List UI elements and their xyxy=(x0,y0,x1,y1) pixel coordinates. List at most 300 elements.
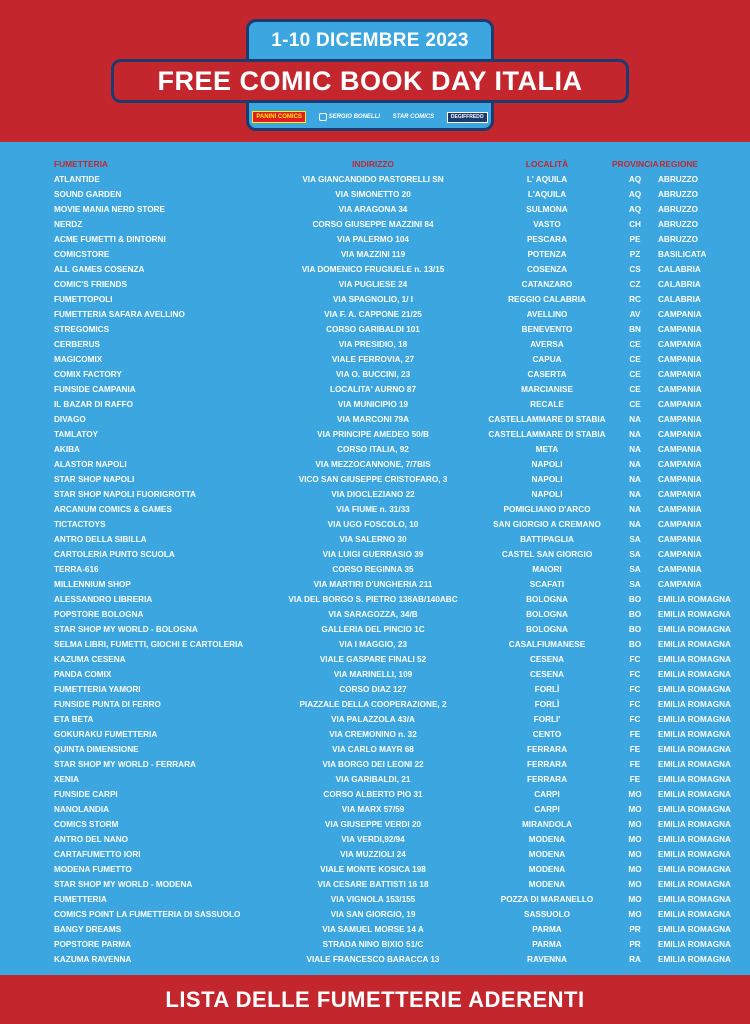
store-city: MARCIANISE xyxy=(521,385,573,394)
store-name: TAMLATOY xyxy=(54,430,99,439)
store-address: VIA F. A. CAPPONE 21/25 xyxy=(324,310,422,319)
store-address: VIALE FERROVIA, 27 xyxy=(331,355,415,364)
store-province: MO xyxy=(628,835,642,844)
degiffredo-logo: DEGIFFREDO xyxy=(447,112,488,123)
store-province: NA xyxy=(629,430,641,439)
store-region: CAMPANIA xyxy=(658,520,702,529)
store-address: VIA CESARE BATTISTI 16 18 xyxy=(317,880,429,889)
bonelli-mark-icon xyxy=(319,113,327,121)
store-name: CERBERUS xyxy=(54,340,100,349)
store-city: CASTELLAMMARE DI STABIA xyxy=(488,415,606,424)
store-address: VIA MARINELLI, 109 xyxy=(333,670,413,679)
store-name: STAR SHOP NAPOLI FUORIGROTTA xyxy=(54,490,196,499)
store-region: CAMPANIA xyxy=(658,475,702,484)
store-address: VIA BORGO DEI LEONI 22 xyxy=(322,760,424,769)
store-city: PESCARA xyxy=(526,235,568,244)
store-city: BOLOGNA xyxy=(526,610,568,619)
store-province: FE xyxy=(629,775,641,784)
table-row xyxy=(54,712,698,727)
store-city: MIRANDOLA xyxy=(521,820,573,829)
store-name: FUMETTERIA xyxy=(54,895,107,904)
store-region: CALABRIA xyxy=(658,280,701,289)
store-region: CAMPANIA xyxy=(658,535,702,544)
store-address: VIA SALERNO 30 xyxy=(339,535,407,544)
store-province: RC xyxy=(629,295,641,304)
store-province: BO xyxy=(628,610,642,619)
event-dates: 1-10 DICEMBRE 2023 xyxy=(271,30,469,51)
store-address: VIA SARAGOZZA, 34/B xyxy=(328,610,418,619)
store-address: LOCALITA' AURNO 87 xyxy=(329,385,417,394)
store-province: NA xyxy=(629,460,641,469)
store-city: MAIORI xyxy=(532,565,562,574)
store-city: L'AQUILA xyxy=(527,190,567,199)
store-name: QUINTA DIMENSIONE xyxy=(54,745,139,754)
store-province: BO xyxy=(628,640,642,649)
store-region: EMILIA ROMAGNA xyxy=(658,730,731,739)
store-city: BOLOGNA xyxy=(526,595,568,604)
store-province: MO xyxy=(628,790,642,799)
store-region: EMILIA ROMAGNA xyxy=(658,850,731,859)
store-region: EMILIA ROMAGNA xyxy=(658,775,731,784)
store-region: EMILIA ROMAGNA xyxy=(658,685,731,694)
store-address: VIA ARAGONA 34 xyxy=(338,205,408,214)
store-province: MO xyxy=(628,820,642,829)
store-name: STAR SHOP NAPOLI xyxy=(54,475,135,484)
store-region: EMILIA ROMAGNA xyxy=(658,670,731,679)
store-city: RECALE xyxy=(530,400,564,409)
table-row xyxy=(54,292,698,307)
store-region: ABRUZZO xyxy=(658,235,699,244)
store-address: VIA SIMONETTO 20 xyxy=(335,190,411,199)
header-localita: LOCALITÀ xyxy=(525,159,569,169)
panini-comics-logo: PANINI COMICS xyxy=(252,111,306,123)
store-address: CORSO ALBERTO PIO 31 xyxy=(323,790,423,799)
sergio-bonelli-logo: SERGIO BONELLI xyxy=(319,113,380,121)
table-row xyxy=(54,607,698,622)
store-province: SA xyxy=(629,550,641,559)
store-name: MILLENNIUM SHOP xyxy=(54,580,131,589)
store-province: SA xyxy=(629,535,641,544)
store-province: AQ xyxy=(628,175,642,184)
store-name: STAR SHOP MY WORLD - MODENA xyxy=(54,880,193,889)
table-row xyxy=(54,427,698,442)
store-city: NAPOLI xyxy=(531,475,563,484)
store-region: CAMPANIA xyxy=(658,370,702,379)
table-row xyxy=(54,622,698,637)
store-name: IL BAZAR DI RAFFO xyxy=(54,400,133,409)
store-region: CAMPANIA xyxy=(658,325,702,334)
header-fumetteria: FUMETTERIA xyxy=(54,159,108,169)
store-name: GOKURAKU FUMETTERIA xyxy=(54,730,158,739)
store-address: VIALE MONTE KOSICA 198 xyxy=(320,865,426,874)
store-region: CAMPANIA xyxy=(658,415,702,424)
store-city: CENTO xyxy=(532,730,562,739)
store-province: CH xyxy=(629,220,641,229)
store-region: BASILICATA xyxy=(658,250,707,259)
table-row xyxy=(54,787,698,802)
store-province: PZ xyxy=(629,250,641,259)
store-name: COMIC'S FRIENDS xyxy=(54,280,127,289)
store-name: ANTRO DEL NANO xyxy=(54,835,128,844)
store-address: VIA LUIGI GUERRASIO 39 xyxy=(322,550,424,559)
store-region: EMILIA ROMAGNA xyxy=(658,745,731,754)
store-province: CE xyxy=(629,385,641,394)
stores-table-body xyxy=(54,172,731,967)
store-name: NERDZ xyxy=(54,220,83,229)
store-city: AVERSA xyxy=(530,340,564,349)
store-address: STRADA NINO BIXIO 51/C xyxy=(322,940,424,949)
store-province: NA xyxy=(629,445,641,454)
table-row xyxy=(54,187,698,202)
store-address: GALLERIA DEL PINCIO 1C xyxy=(321,625,425,634)
store-address: VIA GIUSEPPE VERDI 20 xyxy=(324,820,422,829)
table-row xyxy=(54,412,698,427)
store-address: VIA GIANCANDIDO PASTORELLI SN xyxy=(302,175,444,184)
store-name: BANGY DREAMS xyxy=(54,925,122,934)
store-region: CAMPANIA xyxy=(658,550,702,559)
store-region: EMILIA ROMAGNA xyxy=(658,640,731,649)
store-address: VIA MUNICIPIO 19 xyxy=(337,400,409,409)
store-province: FC xyxy=(629,700,641,709)
store-name: COMICSTORE xyxy=(54,250,110,259)
store-address: PIAZZALE DELLA COOPERAZIONE, 2 xyxy=(299,700,447,709)
table-row xyxy=(54,892,698,907)
store-city: CASTELLAMMARE DI STABIA xyxy=(488,430,606,439)
store-province: PR xyxy=(629,940,641,949)
table-row xyxy=(54,172,698,187)
store-region: EMILIA ROMAGNA xyxy=(658,880,731,889)
store-region: EMILIA ROMAGNA xyxy=(658,595,731,604)
table-row xyxy=(54,667,698,682)
store-region: EMILIA ROMAGNA xyxy=(658,895,731,904)
store-address: CORSO GIUSEPPE MAZZINI 84 xyxy=(312,220,434,229)
page-title: FREE COMIC BOOK DAY ITALIA xyxy=(157,65,583,96)
table-row xyxy=(54,727,698,742)
store-province: PE xyxy=(629,235,641,244)
table-row xyxy=(54,562,698,577)
store-region: CAMPANIA xyxy=(658,460,702,469)
table-row xyxy=(54,457,698,472)
store-city: AVELLINO xyxy=(526,310,568,319)
store-address: VIA MAZZINI 119 xyxy=(340,250,406,259)
table-row xyxy=(54,637,698,652)
store-address: VIA FIUME n. 31/33 xyxy=(336,505,410,514)
store-province: CE xyxy=(629,340,641,349)
footer-title: LISTA DELLE FUMETTERIE ADERENTI xyxy=(165,986,585,1012)
table-row xyxy=(54,232,698,247)
store-province: FC xyxy=(629,670,641,679)
store-name: ETA BETA xyxy=(54,715,94,724)
store-city: CARPI xyxy=(534,805,560,814)
store-province: FC xyxy=(629,655,641,664)
store-region: CALABRIA xyxy=(658,295,701,304)
store-city: FERRARA xyxy=(526,745,568,754)
header-regione: REGIONE xyxy=(659,159,698,169)
store-city: BENEVENTO xyxy=(521,325,573,334)
store-name: SOUND GARDEN xyxy=(54,190,122,199)
store-name: FUNSIDE CAMPANIA xyxy=(54,385,136,394)
store-name: ACME FUMETTI & DINTORNI xyxy=(54,235,166,244)
store-region: EMILIA ROMAGNA xyxy=(658,610,731,619)
store-province: RA xyxy=(629,955,641,964)
store-name: FUNSIDE PUNTA DI FERRO xyxy=(54,700,161,709)
store-name: FUMETTERIA YAMORI xyxy=(54,685,141,694)
store-region: ABRUZZO xyxy=(658,175,699,184)
table-row xyxy=(54,322,698,337)
table-row xyxy=(54,532,698,547)
store-region: CAMPANIA xyxy=(658,340,702,349)
store-address: VIA MARTIRI D'UNGHERIA 211 xyxy=(313,580,433,589)
store-region: EMILIA ROMAGNA xyxy=(658,700,731,709)
store-city: SCAFATI xyxy=(529,580,565,589)
store-province: CE xyxy=(629,370,641,379)
store-city: POTENZA xyxy=(527,250,567,259)
store-city: MODENA xyxy=(528,850,566,859)
store-address: VIA MARCONI 79A xyxy=(336,415,410,424)
store-address: VIA CARLO MAYR 68 xyxy=(332,745,414,754)
table-row xyxy=(54,847,698,862)
table-row xyxy=(54,907,698,922)
header-indirizzo: INDIRIZZO xyxy=(352,159,394,169)
table-row xyxy=(54,757,698,772)
store-address: CORSO DIAZ 127 xyxy=(339,685,407,694)
table-row xyxy=(54,472,698,487)
store-province: AQ xyxy=(628,205,642,214)
store-region: EMILIA ROMAGNA xyxy=(658,835,731,844)
store-province: MO xyxy=(628,895,642,904)
table-row xyxy=(54,442,698,457)
store-region: CAMPANIA xyxy=(658,505,702,514)
store-province: FE xyxy=(629,730,641,739)
store-region: CAMPANIA xyxy=(658,430,702,439)
store-city: CARPI xyxy=(534,790,560,799)
store-province: PR xyxy=(629,925,641,934)
store-city: VASTO xyxy=(533,220,561,229)
store-region: CAMPANIA xyxy=(658,310,702,319)
store-city: BOLOGNA xyxy=(526,625,568,634)
store-region: CAMPANIA xyxy=(658,445,702,454)
table-row xyxy=(54,352,698,367)
store-province: CE xyxy=(629,400,641,409)
store-address: VIA SAN GIORGIO, 19 xyxy=(330,910,416,919)
store-city: MODENA xyxy=(528,835,566,844)
store-name: ALASTOR NAPOLI xyxy=(54,460,127,469)
header-provincia: PROVINCIA xyxy=(612,159,659,169)
store-name: XENIA xyxy=(54,775,80,784)
store-province: SA xyxy=(629,580,641,589)
table-row xyxy=(54,877,698,892)
store-name: POPSTORE BOLOGNA xyxy=(54,610,144,619)
table-row xyxy=(54,742,698,757)
table-row xyxy=(54,502,698,517)
store-city: NAPOLI xyxy=(531,490,563,499)
store-address: VIA DOMENICO FRUGIUELE n. 13/15 xyxy=(301,265,445,274)
store-province: BO xyxy=(628,595,642,604)
store-region: CAMPANIA xyxy=(658,565,702,574)
store-city: MODENA xyxy=(528,880,566,889)
store-name: SELMA LIBRI, FUMETTI, GIOCHI E CARTOLERIA xyxy=(54,640,244,649)
store-province: BO xyxy=(628,625,642,634)
store-name: KAZUMA CESENA xyxy=(54,655,126,664)
store-address: VIA MUZZIOLI 24 xyxy=(340,850,406,859)
table-row xyxy=(54,697,698,712)
store-address: VIA DIOCLEZIANO 22 xyxy=(331,490,415,499)
store-region: EMILIA ROMAGNA xyxy=(658,625,731,634)
table-row xyxy=(54,247,698,262)
store-city: FERRARA xyxy=(526,760,568,769)
table-row xyxy=(54,592,698,607)
store-name: FUMETTERIA SAFARA AVELLINO xyxy=(54,310,185,319)
table-row xyxy=(54,652,698,667)
table-row xyxy=(54,307,698,322)
store-province: MO xyxy=(628,850,642,859)
store-name: FUMETTOPOLI xyxy=(54,295,113,304)
store-address: CORSO REGINNA 35 xyxy=(332,565,414,574)
store-region: EMILIA ROMAGNA xyxy=(658,955,731,964)
store-city: NAPOLI xyxy=(531,460,563,469)
store-province: MO xyxy=(628,865,642,874)
star-comics-logo: STAR COMICS xyxy=(392,114,435,120)
store-region: EMILIA ROMAGNA xyxy=(658,655,731,664)
store-province: NA xyxy=(629,490,641,499)
store-city: FORLÌ xyxy=(534,700,560,709)
store-city: CASALFIUMANESE xyxy=(508,640,586,649)
store-region: CAMPANIA xyxy=(658,580,702,589)
store-province: BN xyxy=(629,325,641,334)
store-address: VIA PRESIDIO, 18 xyxy=(338,340,408,349)
store-name: CARTAFUMETTO IORI xyxy=(54,850,141,859)
store-region: EMILIA ROMAGNA xyxy=(658,790,731,799)
store-address: VIA CREMONINO n. 32 xyxy=(329,730,417,739)
store-address: VIA PALAZZOLA 43/A xyxy=(331,715,415,724)
store-province: FC xyxy=(629,685,641,694)
store-name: ALESSANDRO LIBRERIA xyxy=(54,595,153,604)
store-city: SASSUOLO xyxy=(524,910,570,919)
title-box xyxy=(111,59,629,103)
table-row xyxy=(54,337,698,352)
store-address: VIA GARIBALDI, 21 xyxy=(335,775,411,784)
store-region: CAMPANIA xyxy=(658,400,702,409)
store-name: FUNSIDE CARPI xyxy=(54,790,118,799)
store-province: FE xyxy=(629,745,641,754)
store-address: VIA VIGNOLA 153/155 xyxy=(330,895,416,904)
store-city: MODENA xyxy=(528,865,566,874)
store-address: VIALE GASPARE FINALI 52 xyxy=(319,655,427,664)
store-city: CASERTA xyxy=(527,370,567,379)
store-address: VIA MEZZOCANNONE, 7/7BIS xyxy=(315,460,431,469)
store-city: FERRARA xyxy=(526,775,568,784)
store-name: ALL GAMES COSENZA xyxy=(54,265,145,274)
table-row xyxy=(54,862,698,877)
table-row xyxy=(54,202,698,217)
store-city: L' AQUILA xyxy=(526,175,568,184)
store-address: VIALE FRANCESCO BARACCA 13 xyxy=(306,955,440,964)
store-city: PARMA xyxy=(532,940,562,949)
store-region: CAMPANIA xyxy=(658,355,702,364)
store-name: KAZUMA RAVENNA xyxy=(54,955,132,964)
store-region: CALABRIA xyxy=(658,265,701,274)
store-city: SAN GIORGIO A CREMANO xyxy=(493,520,601,529)
store-city: CATANZARO xyxy=(521,280,573,289)
store-address: VIA UGO FOSCOLO, 10 xyxy=(327,520,419,529)
store-city: CASTEL SAN GIORGIO xyxy=(501,550,593,559)
store-province: AQ xyxy=(628,190,642,199)
store-region: EMILIA ROMAGNA xyxy=(658,715,731,724)
store-address: VIA VERDI,92/94 xyxy=(341,835,405,844)
store-name: TERRA-616 xyxy=(54,565,99,574)
store-region: ABRUZZO xyxy=(658,190,699,199)
store-address: VIA PALERMO 104 xyxy=(337,235,409,244)
store-name: STAR SHOP MY WORLD - BOLOGNA xyxy=(54,625,198,634)
store-address: VIA MARX 57/59 xyxy=(341,805,405,814)
store-name: COMICS POINT LA FUMETTERIA DI SASSUOLO xyxy=(54,910,241,919)
table-row xyxy=(54,517,698,532)
store-province: NA xyxy=(629,475,641,484)
store-name: COMICS STORM xyxy=(54,820,119,829)
table-row xyxy=(54,577,698,592)
store-city: PARMA xyxy=(532,925,562,934)
table-row xyxy=(54,217,698,232)
store-name: STREGOMICS xyxy=(54,325,110,334)
publisher-logos xyxy=(246,107,494,127)
table-row xyxy=(54,277,698,292)
store-name: MODENA FUMETTO xyxy=(54,865,132,874)
table-header-row xyxy=(54,157,698,172)
store-city: CESENA xyxy=(529,655,565,664)
store-name: TICTACTOYS xyxy=(54,520,106,529)
store-region: EMILIA ROMAGNA xyxy=(658,925,731,934)
store-name: MOVIE MANIA NERD STORE xyxy=(54,205,165,214)
store-region: CAMPANIA xyxy=(658,490,702,499)
stores-table xyxy=(54,157,731,967)
store-city: RAVENNA xyxy=(527,955,567,964)
store-address: VIA SAMUEL MORSE 14 A xyxy=(322,925,424,934)
table-row xyxy=(54,262,698,277)
table-row xyxy=(54,487,698,502)
store-city: REGGIO CALABRIA xyxy=(508,295,586,304)
store-name: DIVAGO xyxy=(54,415,86,424)
store-address: VICO SAN GIUSEPPE CRISTOFARO, 3 xyxy=(298,475,448,484)
store-province: FC xyxy=(629,715,641,724)
store-address: VIA O. BUCCINI, 23 xyxy=(335,370,411,379)
store-city: CAPUA xyxy=(532,355,562,364)
store-region: EMILIA ROMAGNA xyxy=(658,805,731,814)
store-city: POMIGLIANO D'ARCO xyxy=(503,505,591,514)
store-province: MO xyxy=(628,880,642,889)
store-city: COSENZA xyxy=(526,265,568,274)
store-city: META xyxy=(535,445,559,454)
store-region: ABRUZZO xyxy=(658,205,699,214)
table-row xyxy=(54,802,698,817)
store-region: EMILIA ROMAGNA xyxy=(658,760,731,769)
store-city: CESENA xyxy=(529,670,565,679)
store-address: VIA I MAGGIO, 23 xyxy=(339,640,407,649)
store-name: ATLANTIDE xyxy=(54,175,100,184)
store-address: CORSO GARIBALDI 101 xyxy=(326,325,420,334)
store-province: FE xyxy=(629,760,641,769)
store-city: FORLI' xyxy=(533,715,561,724)
store-city: POZZA DI MARANELLO xyxy=(500,895,594,904)
store-city: BATTIPAGLIA xyxy=(520,535,574,544)
store-name: NANOLANDIA xyxy=(54,805,110,814)
table-row xyxy=(54,547,698,562)
store-city: SULMONA xyxy=(526,205,568,214)
store-province: MO xyxy=(628,910,642,919)
store-region: EMILIA ROMAGNA xyxy=(658,820,731,829)
table-row xyxy=(54,832,698,847)
store-name: STAR SHOP MY WORLD - FERRARA xyxy=(54,760,196,769)
store-name: MAGICOMIX xyxy=(54,355,103,364)
